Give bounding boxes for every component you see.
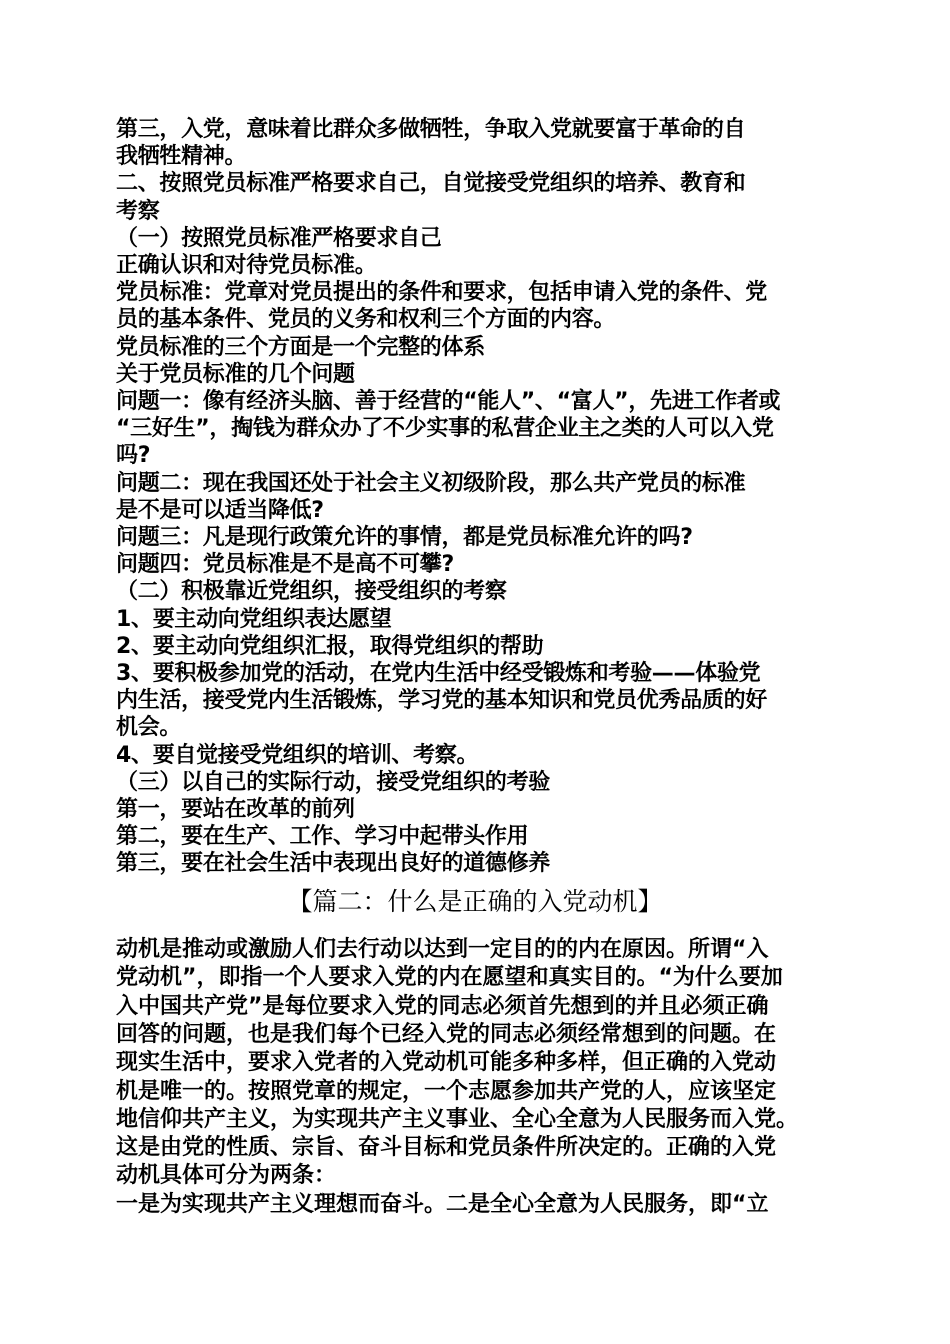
text-line: 3、要积极参加党的活动，在党内生活中经受锻炼和考验——体验党: [116, 661, 761, 686]
text-line: 第三，要在社会生活中表现出良好的道德修养: [116, 851, 551, 877]
text-line: 党员标准的三个方面是一个完整的体系: [116, 334, 485, 360]
text-line: 我牺牲精神。: [116, 144, 247, 170]
text-line: 二、按照党员标准严格要求自己，自觉接受党组织的培养、教育和: [116, 171, 746, 197]
text-line: （三）以自己的实际行动，接受党组织的考验: [116, 769, 551, 795]
text-line: 第三，入党，意味着比群众多做牺牲，争取入党就要富于革命的自: [116, 117, 746, 142]
text-line: 党动机”，即指一个人要求入党的内在愿望和真实目的。“为什么要加: [116, 965, 783, 991]
text-line: 动机是推动或激励人们去行动以达到一定目的的内在原因。所谓“入: [116, 937, 769, 962]
text-line: （二）积极靠近党组织，接受组织的考察: [116, 579, 507, 605]
text-line: 4、要自觉接受党组织的培训、考察。: [116, 742, 479, 768]
text-line: 1、要主动向党组织表达愿望: [116, 606, 392, 632]
text-line: 正确认识和对待党员标准。: [116, 253, 377, 278]
text-line: 机是唯一的。按照党章的规定，一个志愿参加共产党的人，应该坚定: [116, 1078, 777, 1104]
text-line: 第二，要在生产、工作、学习中起带头作用: [116, 824, 529, 850]
text-line: 是不是可以适当降低?: [116, 497, 324, 523]
text-line: 回答的问题，也是我们每个已经入党的同志必须经常想到的问题。在: [116, 1021, 777, 1047]
text-line: 员的基本条件、党员的义务和权利三个方面的内容。: [116, 307, 616, 333]
text-line: 考察: [116, 198, 160, 224]
text-line: 党员标准：党章对党员提出的条件和要求，包括申请入党的条件、党: [116, 280, 768, 306]
text-line: 关于党员标准的几个问题: [116, 361, 355, 387]
text-line: 问题四：党员标准是不是高不可攀?: [116, 552, 454, 578]
text-line: 第一，要站在改革的前列: [116, 797, 355, 822]
text-line: 机会。: [116, 715, 182, 741]
text-line: 问题二：现在我国还处于社会主义初级阶段，那么共产党员的标准: [116, 470, 746, 496]
text-line: 吗?: [116, 443, 151, 469]
text-line: “三好生”，掏钱为群众办了不少实事的私营企业主之类的人可以入党: [116, 416, 774, 442]
text-line: 问题一：像有经济头脑、善于经营的“能人”、“富人”，先进工作者或: [116, 389, 781, 414]
text-line: 这是由党的性质、宗旨、奋斗目标和党员条件所决定的。正确的入党: [116, 1135, 777, 1161]
text-line: 现实生活中，要求入党者的入党动机可能多种多样，但正确的入党动: [116, 1050, 777, 1076]
text-line: 内生活，接受党内生活锻炼，学习党的基本知识和党员优秀品质的好: [116, 688, 768, 714]
text-line: 入中国共产党”是每位要求入党的同志必须首先想到的并且必须正确: [116, 993, 769, 1019]
text-line: 地信仰共产主义，为实现共产主义事业、全心全意为人民服务而入党。: [116, 1106, 799, 1132]
text-line: 2、要主动向党组织汇报，取得党组织的帮助: [116, 633, 544, 659]
text-line: 问题三：凡是现行政策允许的事情，都是党员标准允许的吗?: [116, 525, 693, 550]
text-line: 一是为实现共产主义理想而奋斗。二是全心全意为人民服务，即“立: [116, 1191, 769, 1217]
text-line: （一）按照党员标准严格要求自己: [116, 225, 442, 251]
section-heading: 【篇二：什么是正确的入党动机】: [287, 887, 663, 916]
text-line: 动机具体可分为两条：: [116, 1163, 337, 1189]
